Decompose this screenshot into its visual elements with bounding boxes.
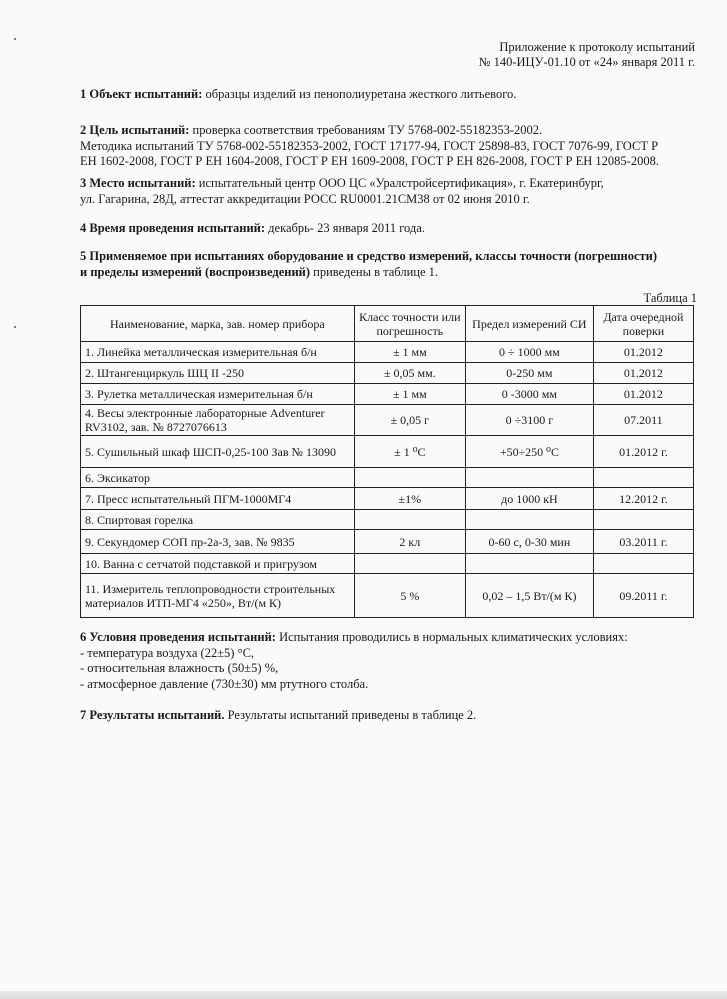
cell-range xyxy=(465,468,593,488)
header-cell-accuracy: Класс точности или погрешность xyxy=(354,306,465,342)
cell-accuracy xyxy=(354,510,465,530)
cell-name: 6. Эксикатор xyxy=(81,468,355,488)
table-header-row xyxy=(81,306,694,342)
scan-speck xyxy=(14,326,16,328)
cell-accuracy: ± 1 мм xyxy=(354,384,465,405)
condition-item: - атмосферное давление (730±30) мм ртутного столба. xyxy=(80,676,369,691)
cell-name: 8. Спиртовая горелка xyxy=(81,510,355,530)
section-6-text: Испытания проводились в нормальных климатических условиях: xyxy=(275,630,628,644)
table-row xyxy=(81,554,694,574)
section-4-text: декабрь- 23 января 2011 года. xyxy=(265,221,425,235)
table-row xyxy=(81,574,694,618)
table-row xyxy=(81,510,694,530)
section-2-title: 2 Цель испытаний: xyxy=(80,123,190,137)
section-5-line-1: 5 Применяемое при испытаниях оборудование и средство измерений, классы точности (погрешности) xyxy=(80,249,657,263)
cell-date: 01.2012 xyxy=(593,363,693,384)
section-2-text: проверка соответствия требованиям ТУ 5768-002-55182353-2002. xyxy=(189,123,543,137)
cell-date: 09.2011 г. xyxy=(593,574,693,618)
cell-name: 1. Линейка металлическая измерительная б/н xyxy=(81,342,355,363)
table-row xyxy=(81,468,694,488)
cell-accuracy xyxy=(354,468,465,488)
cell-range: 0,02 – 1,5 Вт/(м К) xyxy=(465,574,593,618)
header-cell-name: Наименование, марка, зав. номер прибора xyxy=(81,306,355,342)
cell-date xyxy=(593,554,693,574)
section-2 xyxy=(80,123,700,170)
cell-range xyxy=(465,554,593,574)
table-1-caption: Таблица 1 xyxy=(643,291,697,305)
header-cell-verification-date: Дата очередной поверки xyxy=(593,306,693,342)
table-row xyxy=(81,488,694,510)
scan-speck xyxy=(14,38,16,40)
cell-date: 01.2012 г. xyxy=(593,436,693,468)
section-1-text: образцы изделий из пенополиуретана жесткого литьевого. xyxy=(202,87,517,101)
section-4 xyxy=(80,221,700,237)
cell-name: 9. Секундомер СОП пр-2а-3, зав. № 9835 xyxy=(81,530,355,554)
cell-name: 4. Весы электронные лабораторные Adventurer RV3102, зав. № 8727076613 xyxy=(81,405,355,436)
cell-accuracy: 5 % xyxy=(354,574,465,618)
section-4-title: 4 Время проведения испытаний: xyxy=(80,221,266,235)
section-1-title: 1 Объект испытаний: xyxy=(80,87,203,101)
cell-name: 11. Измеритель теплопроводности строительных материалов ИТП-МГ4 «250», Вт/(м К) xyxy=(81,574,355,618)
cell-name: 5. Сушильный шкаф ШСП-0,25-100 Зав № 13090 xyxy=(81,436,355,468)
section-5-line-2: приведены в таблице 1. xyxy=(310,264,439,279)
cell-date: 07.2011 xyxy=(593,405,693,436)
cell-accuracy: ±1% xyxy=(354,488,465,510)
section-3-text: испытательный центр ООО ЦС «Уралстройсертификация», г. Екатеринбург, xyxy=(195,176,604,190)
equipment-table xyxy=(80,305,694,618)
cell-date: 03.2011 г. xyxy=(593,530,693,554)
cell-name: 2. Штангенциркуль ШЦ II -250 xyxy=(81,363,355,384)
section-7-text: Результаты испытаний приведены в таблице 2. xyxy=(224,708,477,722)
header-line-1: Приложение к протоколу испытаний xyxy=(499,40,695,54)
section-5 xyxy=(80,249,700,280)
cell-range: 0 ÷3100 г xyxy=(465,405,593,436)
cell-name: 3. Рулетка металлическая измерительная б/н xyxy=(81,384,355,405)
table-row xyxy=(81,436,694,468)
cell-date xyxy=(593,468,693,488)
cell-range: 0 -3000 мм xyxy=(465,384,593,405)
cell-date xyxy=(593,510,693,530)
cell-name: 10. Ванна с сетчатой подставкой и пригрузом xyxy=(81,554,355,574)
table-row xyxy=(81,384,694,405)
cell-accuracy: 2 кл xyxy=(354,530,465,554)
table-row xyxy=(81,363,694,384)
scan-bottom-edge xyxy=(0,991,727,999)
cell-accuracy: ± 1 мм xyxy=(354,342,465,363)
cell-accuracy xyxy=(354,554,465,574)
section-3 xyxy=(80,176,700,207)
section-3-line-2: ул. Гагарина, 28Д, аттестат аккредитации РОСС RU0001.21СМ38 от 02 июня 2010 г. xyxy=(80,191,530,206)
table-row xyxy=(81,342,694,363)
document-header xyxy=(479,40,695,70)
table-row xyxy=(81,530,694,554)
cell-name: 7. Пресс испытательный ПГМ-1000МГ4 xyxy=(81,488,355,510)
condition-item: - температура воздуха (22±5) °С, xyxy=(80,645,255,660)
condition-item: - относительная влажность (50±5) %, xyxy=(80,661,279,675)
table-row xyxy=(81,405,694,436)
cell-range: 0-250 мм xyxy=(465,363,593,384)
section-6 xyxy=(80,630,700,692)
cell-range: 0-60 с, 0-30 мин xyxy=(465,530,593,554)
header-cell-range: Предел измерений СИ xyxy=(465,306,593,342)
section-2-line-3: ЕН 1602-2008, ГОСТ Р ЕН 1604-2008, ГОСТ Р ЕН 1609-2008, ГОСТ Р ЕН 826-2008, ГОСТ Р ЕН 12085-2008. xyxy=(80,154,659,168)
cell-accuracy: ± 1 ⁰С xyxy=(354,436,465,468)
section-6-title: 6 Условия проведения испытаний: xyxy=(80,630,276,644)
cell-accuracy: ± 0,05 г xyxy=(354,405,465,436)
cell-range: +50÷250 ⁰С xyxy=(465,436,593,468)
section-7-title: 7 Результаты испытаний. xyxy=(80,708,225,722)
header-line-2: № 140-ИЦУ-01.10 от «24» января 2011 г. xyxy=(478,55,695,69)
cell-range xyxy=(465,510,593,530)
section-3-title: 3 Место испытаний: xyxy=(80,176,196,190)
cell-range: до 1000 кН xyxy=(465,488,593,510)
cell-range: 0 ÷ 1000 мм xyxy=(465,342,593,363)
cell-accuracy: ± 0,05 мм. xyxy=(354,363,465,384)
section-5-line-2-bold: и пределы измерений (воспроизведений) xyxy=(80,264,311,279)
cell-date: 01.2012 xyxy=(593,342,693,363)
section-7 xyxy=(80,708,700,724)
cell-date: 12.2012 г. xyxy=(593,488,693,510)
section-2-line-2: Методика испытаний ТУ 5768-002-55182353-2002, ГОСТ 17177-94, ГОСТ 25898-83, ГОСТ 7076-99, ГОСТ Р xyxy=(80,138,659,153)
cell-date: 01.2012 xyxy=(593,384,693,405)
section-1 xyxy=(80,87,700,103)
